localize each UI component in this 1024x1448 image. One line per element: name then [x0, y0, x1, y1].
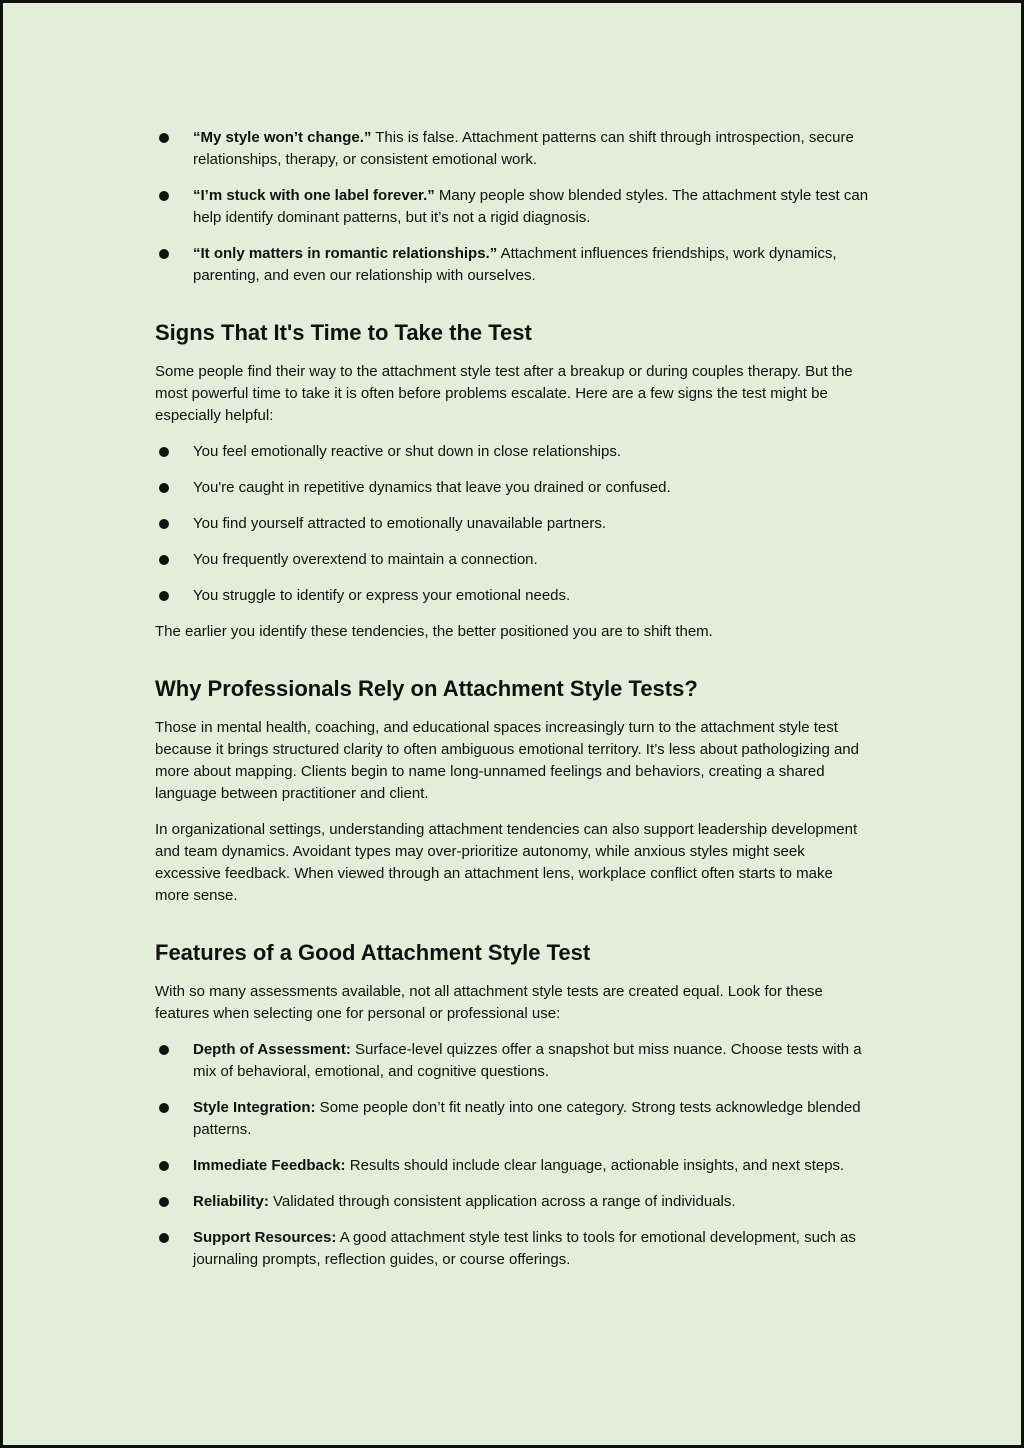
features-heading: Features of a Good Attachment Style Test	[155, 940, 591, 965]
list-item	[155, 1155, 871, 1177]
sign-text: You struggle to identify or express your emotional needs.	[193, 587, 571, 604]
list-item	[155, 1227, 871, 1271]
bullet-icon	[159, 483, 169, 493]
list-item	[155, 1191, 871, 1213]
signs-heading: Signs That It's Time to Take the Test	[155, 320, 532, 345]
list-item	[155, 441, 871, 463]
document-content	[155, 127, 871, 1285]
myth-text: Many people show blended styles. The attachment style test can help identify dominant patterns, but it’s not a rigid diagnosis.	[193, 187, 869, 226]
sign-text: You feel emotionally reactive or shut down in close relationships.	[193, 443, 622, 460]
professionals-heading: Why Professionals Rely on Attachment Style Tests?	[155, 676, 698, 701]
feature-lead: Depth of Assessment:	[193, 1041, 351, 1058]
list-item	[155, 549, 871, 571]
myth-lead: “My style won’t change.”	[193, 129, 372, 146]
bullet-icon	[159, 191, 169, 201]
sign-text: You find yourself attracted to emotionally unavailable partners.	[193, 515, 607, 532]
sign-text: You frequently overextend to maintain a connection.	[193, 551, 538, 568]
myth-text: Attachment influences friendships, work dynamics, parenting, and even our relationship with ourselves.	[193, 245, 837, 284]
professionals-paragraph-1: Those in mental health, coaching, and educational spaces increasingly turn to the attachment style test because it brings structured clarity to often ambiguous emotional territory. It’s less about pathologizing and more about mapping. Clients begin to name long-unnamed feelings and behaviors, creating a shared language between practitioner and client.	[155, 719, 859, 802]
feature-text: Validated through consistent application across a range of individuals.	[268, 1193, 736, 1210]
myths-list	[155, 127, 871, 287]
bullet-icon	[159, 133, 169, 143]
list-item	[155, 243, 871, 287]
bullet-icon	[159, 519, 169, 529]
feature-text: Some people don’t fit neatly into one category. Strong tests acknowledge blended patterns.	[193, 1099, 861, 1138]
myth-lead: “I’m stuck with one label forever.”	[193, 187, 435, 204]
list-item	[155, 477, 871, 499]
bullet-icon	[159, 1161, 169, 1171]
feature-lead: Immediate Feedback:	[193, 1157, 346, 1174]
feature-text: Surface-level quizzes offer a snapshot but miss nuance. Choose tests with a mix of behavioral, emotional, and cognitive questions.	[193, 1041, 862, 1080]
bullet-icon	[159, 1233, 169, 1243]
feature-lead: Reliability:	[193, 1193, 269, 1210]
features-intro: With so many assessments available, not all attachment style tests are created equal. Look for these features when selecting one for personal or professional use:	[155, 983, 823, 1022]
bullet-icon	[159, 1197, 169, 1207]
signs-list	[155, 441, 871, 607]
bullet-icon	[159, 249, 169, 259]
list-item	[155, 185, 871, 229]
list-item	[155, 1097, 871, 1141]
feature-text: A good attachment style test links to tools for emotional development, such as journaling prompts, reflection guides, or course offerings.	[193, 1229, 856, 1268]
bullet-icon	[159, 1103, 169, 1113]
signs-intro: Some people find their way to the attachment style test after a breakup or during couples therapy. But the most powerful time to take it is often before problems escalate. Here are a few signs the test might be especially helpful:	[155, 363, 853, 424]
sign-text: You're caught in repetitive dynamics that leave you drained or confused.	[193, 479, 671, 496]
bullet-icon	[159, 555, 169, 565]
feature-lead: Style Integration:	[193, 1099, 316, 1116]
bullet-icon	[159, 1045, 169, 1055]
signs-outro: The earlier you identify these tendencies, the better positioned you are to shift them.	[155, 623, 713, 640]
list-item	[155, 513, 871, 535]
list-item	[155, 1039, 871, 1083]
feature-text: Results should include clear language, actionable insights, and next steps.	[345, 1157, 845, 1174]
list-item	[155, 585, 871, 607]
feature-lead: Support Resources:	[193, 1229, 337, 1246]
features-list	[155, 1039, 871, 1271]
bullet-icon	[159, 447, 169, 457]
bullet-icon	[159, 591, 169, 601]
list-item	[155, 127, 871, 171]
myth-text: This is false. Attachment patterns can shift through introspection, secure relationships, therapy, or consistent emotional work.	[193, 129, 854, 168]
myth-lead: “It only matters in romantic relationships.”	[193, 245, 498, 262]
professionals-paragraph-2: In organizational settings, understanding attachment tendencies can also support leadership development and team dynamics. Avoidant types may over-prioritize autonomy, while anxious styles might seek excessive feedback. When viewed through an attachment lens, workplace conflict often starts to make more sense.	[155, 821, 858, 904]
